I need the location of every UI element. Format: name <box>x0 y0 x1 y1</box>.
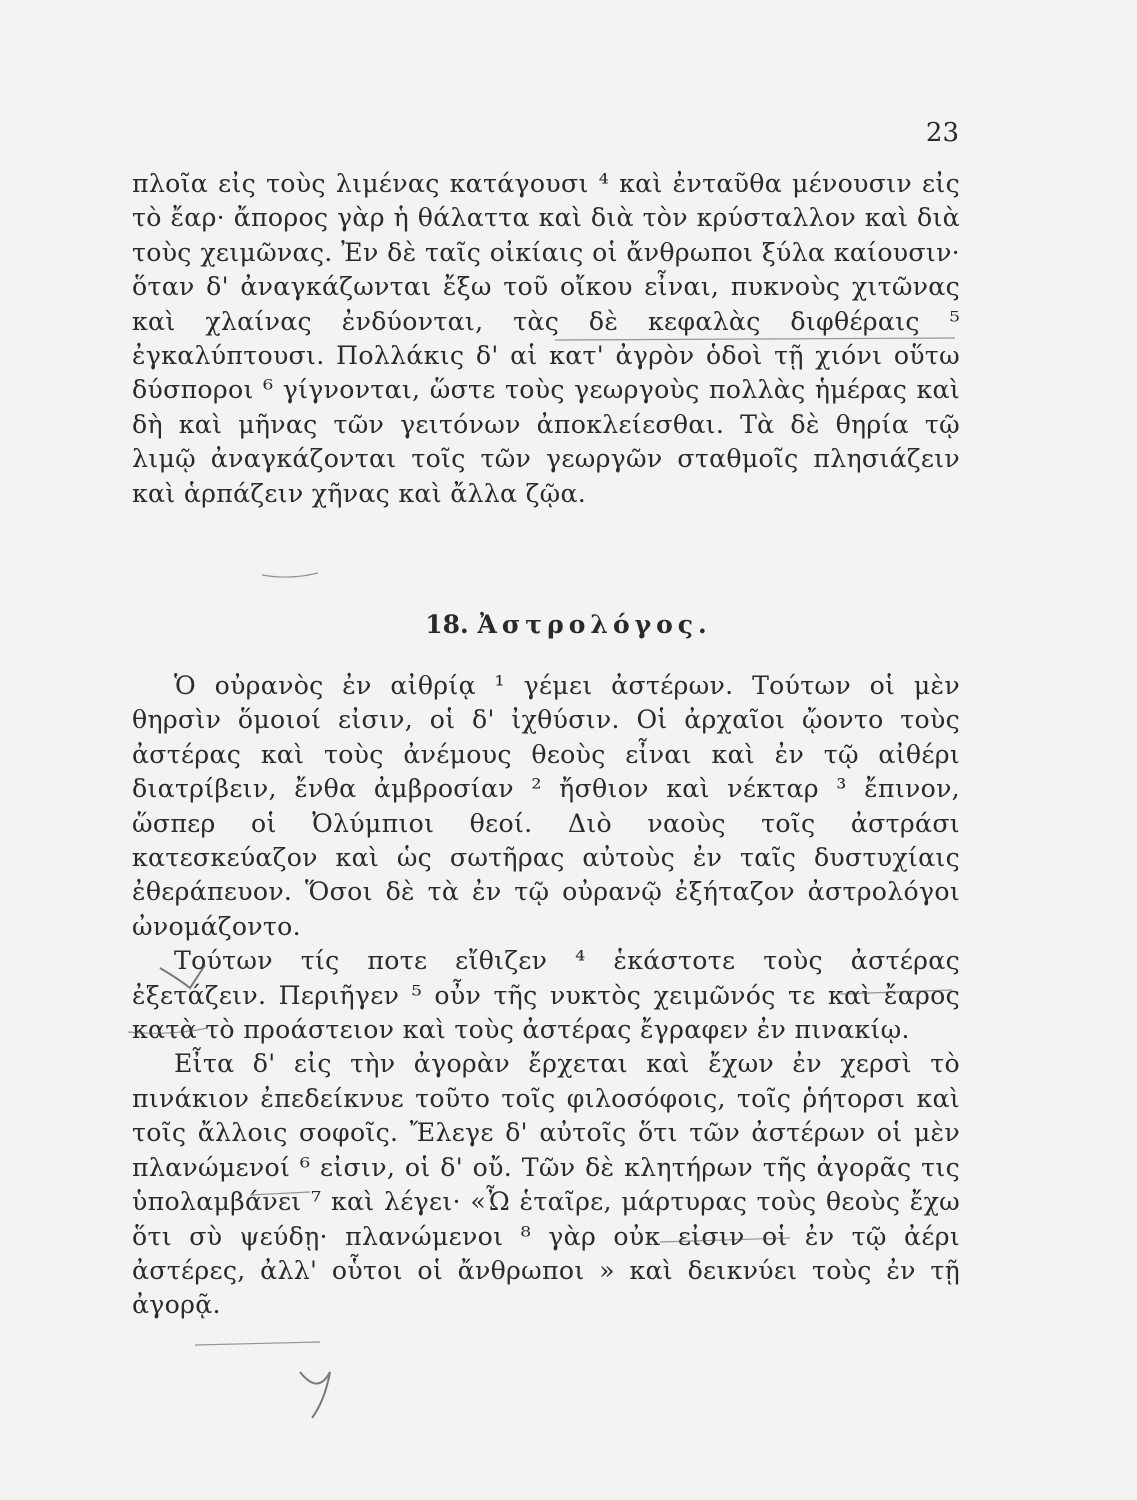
underline-mark <box>660 1238 790 1242</box>
pencil-mark <box>300 1372 330 1418</box>
check-mark <box>160 965 205 988</box>
underline-mark <box>555 338 955 340</box>
page-number: 23 <box>925 118 959 148</box>
paragraph-3: Τούτων τίς ποτε εἴθιζεν ⁴ ἑκάστοτε τοὺς ἀστέρας ἐξετάζειν. Περιῆγεν ⁵ οὖν τῆς νυκτὸς χειμῶνός τε καὶ ἔαρος κατὰ τὸ προάστειον καὶ τοὺς ἀστέρας ἔγραφεν ἐν πινακίῳ. <box>132 946 960 1045</box>
underline-mark <box>128 1028 208 1033</box>
section-title: Ἀστρολόγος. <box>477 610 712 639</box>
underline-mark <box>195 1342 320 1345</box>
section-number: 18. <box>425 610 469 639</box>
underline-mark <box>840 990 952 994</box>
paragraph-4: Εἶτα δ' εἰς τὴν ἀγορὰν ἔρχεται καὶ ἔχων ἐν χερσὶ τὸ πινάκιον ἐπεδείκνυε τοῦτο τοῖς φιλοσόφοις, τοῖς ῥήτορσι καὶ τοῖς ἄλλοις σοφοῖς. Ἔλεγε δ' αὐτοῖς ὅτι τῶν ἀστέρων οἱ μὲν πλανώμενοί ⁶ εἰσιν, οἱ δ' οὔ. Τῶν δὲ κλητήρων τῆς ἀγορᾶς τις ὑπολαμβάνει ⁷ καὶ λέγει· «Ὦ ἑταῖρε, μάρτυρας τοὺς θεοὺς ἔχω ὅτι σὺ ψεύδῃ· πλανώμενοι ⁸ γὰρ οὐκ εἰσιν οἱ ἐν τῷ ἀέρι ἀστέρες, ἀλλ' οὗτοι οἱ ἄνθρωποι » καὶ δεικνύει τοὺς ἐν τῇ ἀγορᾷ. <box>132 1049 960 1320</box>
paragraph-2: Ὁ οὐρανὸς ἐν αἰθρίᾳ ¹ γέμει ἀστέρων. Τούτων οἱ μὲν θηρσὶν ὅμοιοί εἰσιν, οἱ δ' ἰχθύσιν. Οἱ ἀρχαῖοι ᾤοντο τοὺς ἀστέρας καὶ τοὺς ἀνέμους θεοὺς εἶναι καὶ ἐν τῷ αἰθέρι διατρίβειν, ἔνθα ἀμβροσίαν ² ἤσθιον καὶ νέκταρ ³ ἔπινον, ὥσπερ οἱ Ὀλύμπιοι θεοί. Διὸ ναοὺς τοῖς ἀστράσι κατεσκεύαζον καὶ ὡς σωτῆρας αὐτοὺς ἐν ταῖς δυστυχίαις ἐθεράπευον. Ὅσοι δὲ τὰ ἐν τῷ οὐρανῷ ἐξήταζον ἀστρολόγοι ὠνομάζοντο. <box>132 671 960 941</box>
paragraph-1: πλοῖα εἰς τοὺς λιμένας κατάγουσι ⁴ καὶ ἐνταῦθα μένουσιν εἰς τὸ ἔαρ· ἄπορος γὰρ ἡ θάλαττα καὶ διὰ τὸν κρύσταλλον καὶ διὰ τοὺς χειμῶνας. Ἐν δὲ ταῖς οἰκίαις οἱ ἄνθρωποι ξύλα καίουσιν· ὅταν δ' ἀναγκάζωνται ἔξω τοῦ οἴκου εἶναι, πυκνοὺς χιτῶνας καὶ χλαίνας ἐνδύονται, τὰς δὲ κεφαλὰς διφθέραις ⁵ ἐγκαλύπτουσι. Πολλάκις δ' αἱ κατ' ἀγρὸν ὁδοὶ τῇ χιόνι οὕτω δύσποροι ⁶ γίγνονται, ὥστε τοὺς γεωργοὺς πολλὰς ἡμέρας καὶ δὴ καὶ μῆνας τῶν γειτόνων ἀποκλείεσθαι. Τὰ δὲ θηρία τῷ λιμῷ ἀναγκάζονται τοῖς τῶν γεωργῶν σταθμοῖς πλησιάζειν καὶ ἁρπάζειν χῆνας καὶ ἄλλα ζῷα. <box>132 169 960 508</box>
underline-mark <box>250 1192 310 1195</box>
underline-mark <box>262 573 318 577</box>
